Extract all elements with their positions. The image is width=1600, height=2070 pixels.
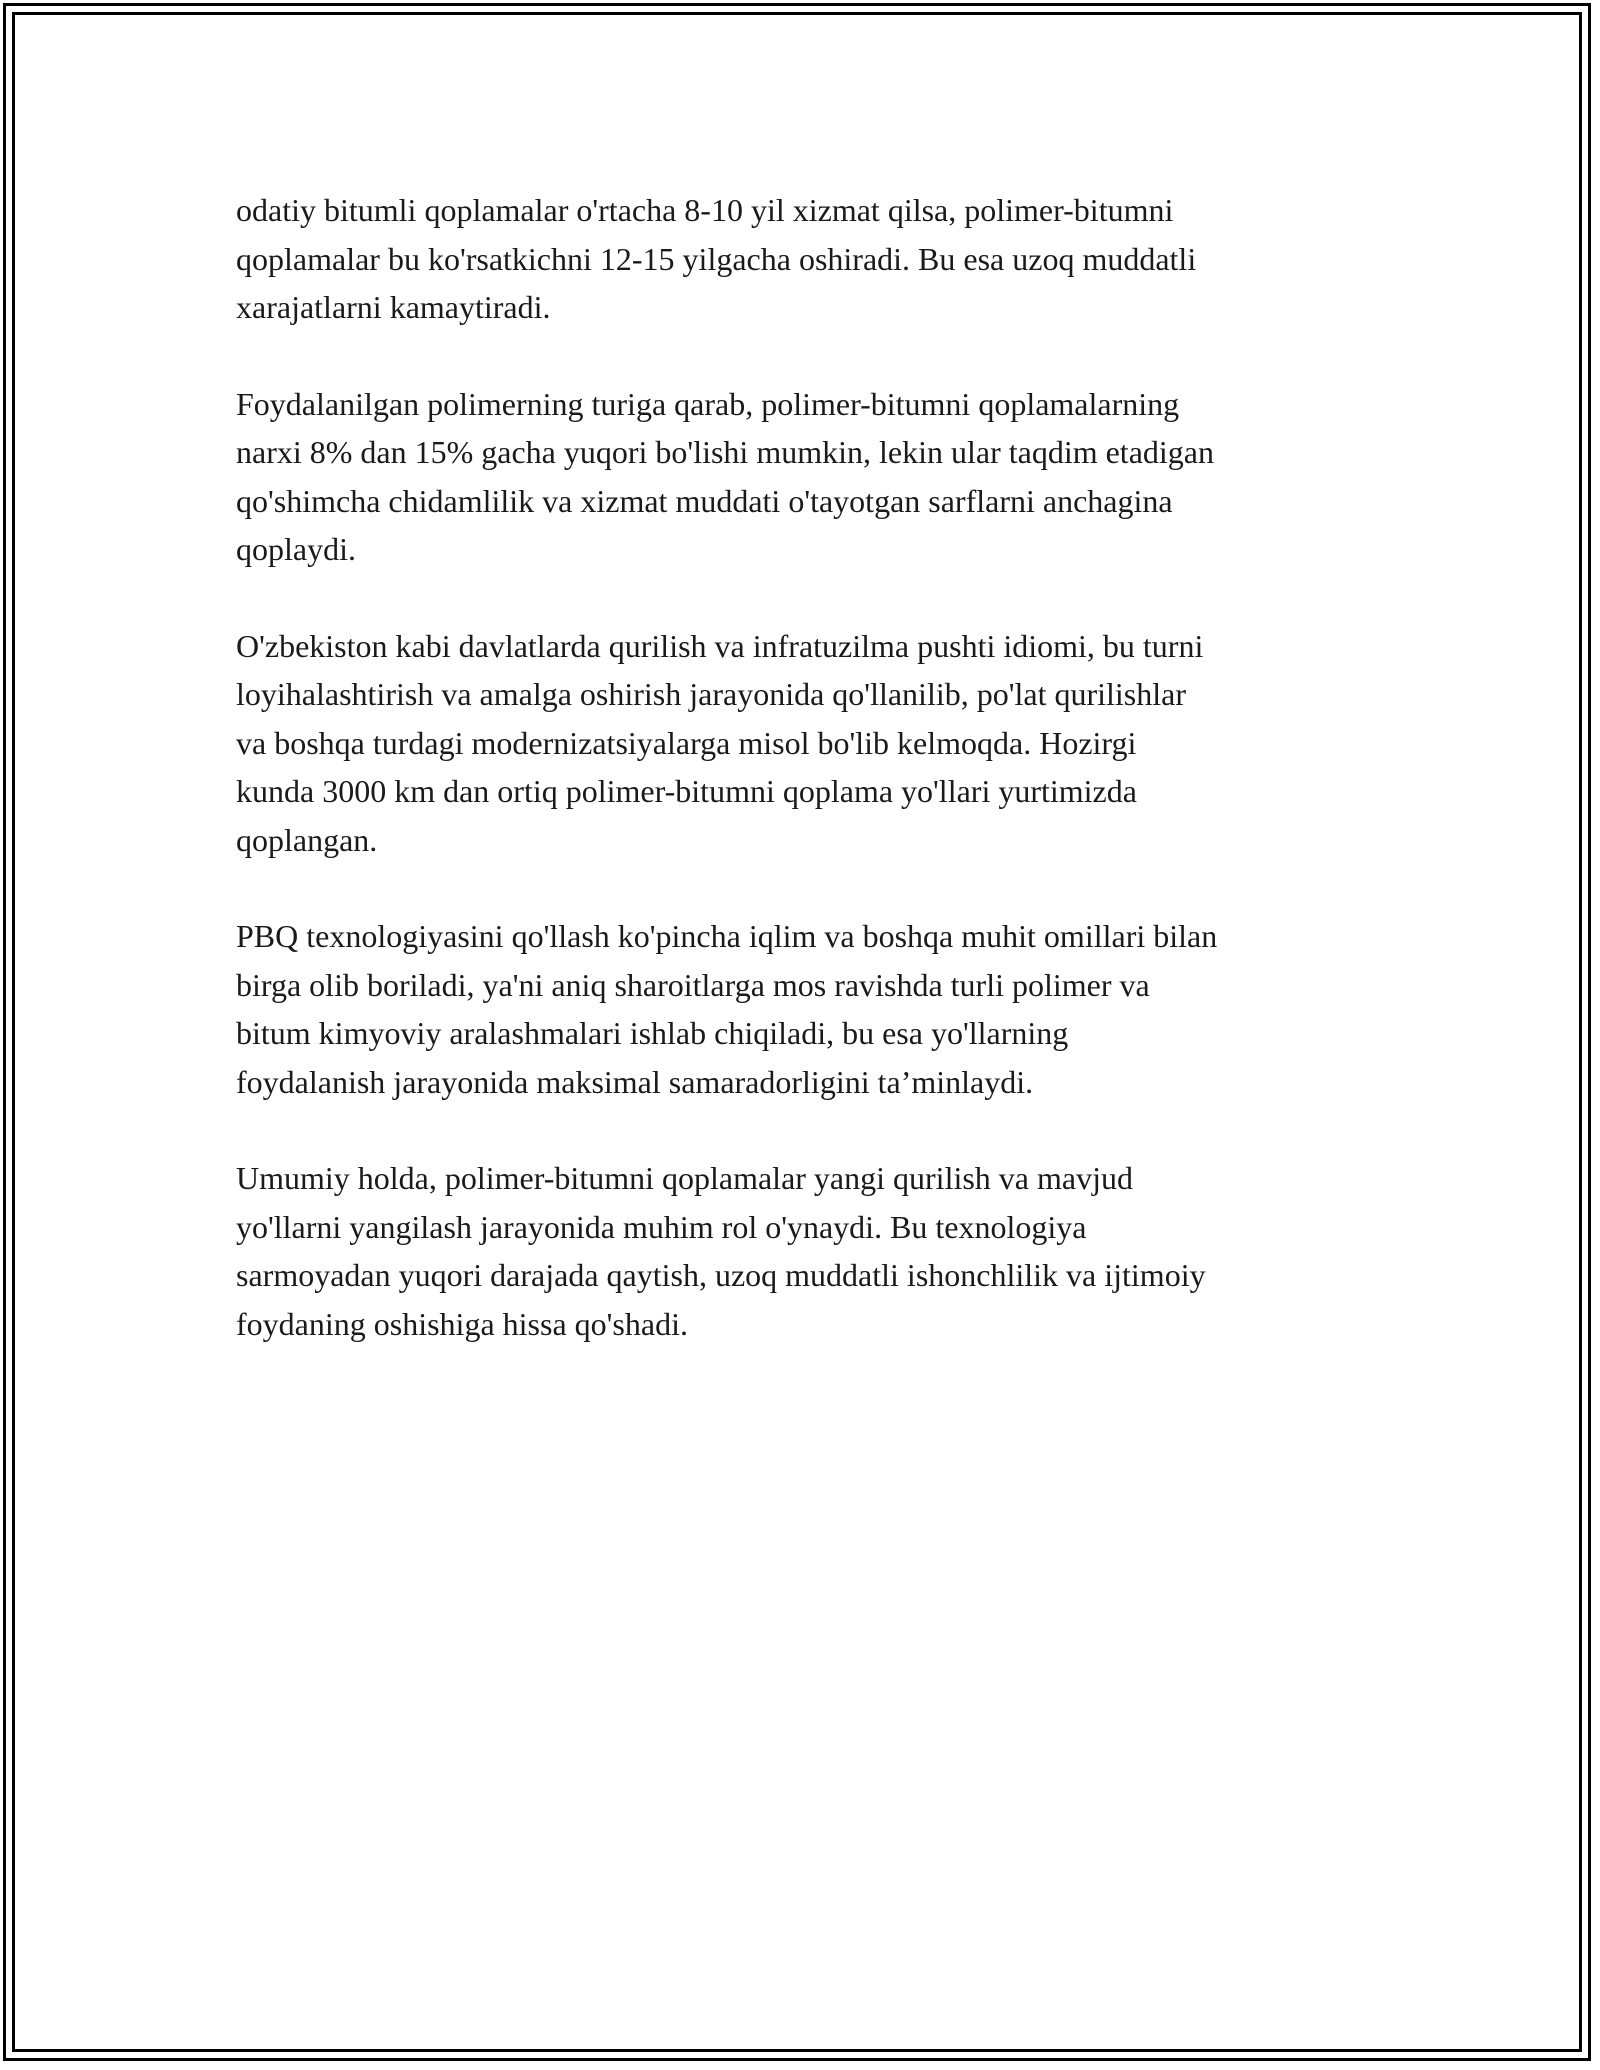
text-line: qoplamalar bu ko'rsatkichni 12-15 yilgacha oshiradi. Bu esa uzoq muddatli — [236, 240, 1197, 277]
text-line: odatiy bitumli qoplamalar o'rtacha 8-10 yil xizmat qilsa, polimer-bitumni — [236, 192, 1174, 228]
text-line: foydalanish jarayonida maksimal samaradorligini ta’minlaydi. — [236, 1063, 1034, 1100]
text-line: qoplaydi. — [236, 531, 356, 567]
text-line: narxi 8% dan 15% gacha yuqori bo'lishi mumkin, lekin ular taqdim etadigan — [236, 434, 1214, 470]
text-line: qoplangan. — [236, 821, 378, 858]
text-line: kunda 3000 km dan ortiq polimer-bitumni qoplama yo'llari yurtimizda — [236, 773, 1137, 809]
text-line: O'zbekiston kabi davlatlarda qurilish va infratuzilma pushti idiomi, bu turni — [236, 627, 1204, 664]
text-line: foydaning oshishiga hissa qo'shadi. — [236, 1305, 688, 1342]
text-line: qo'shimcha chidamlilik va xizmat muddati o'tayotgan sarflarni anchagina — [236, 482, 1173, 519]
text-line: sarmoyadan yuqori darajada qaytish, uzoq muddatli ishonchlilik va ijtimoiy — [236, 1257, 1206, 1293]
paragraph-cost — [236, 380, 1376, 574]
text-line: Umumiy holda, polimer-bitumni qoplamalar yangi qurilish va mavjud — [236, 1160, 1133, 1196]
text-line: PBQ texnologiyasini qo'llash ko'pincha iqlim va boshqa muhit omillari bilan — [236, 918, 1218, 954]
paragraph-service-life — [236, 186, 1376, 332]
text-line: Foydalanilgan polimerning turiga qarab, polimer-bitumni qoplamalarning — [236, 385, 1180, 422]
text-line: xarajatlarni kamaytiradi. — [236, 289, 551, 325]
paragraph-pbq-technology — [236, 912, 1376, 1106]
text-line: loyihalashtirish va amalga oshirish jarayonida qo'llanilib, po'lat qurilishlar — [236, 676, 1186, 712]
text-line: birga olib boriladi, ya'ni aniq sharoitlarga mos ravishda turli polimer va — [236, 966, 1150, 1003]
text-line: yo'llarni yangilash jarayonida muhim rol o'ynaydi. Bu texnologiya — [236, 1208, 1087, 1245]
paragraph-uzbekistan — [236, 622, 1376, 865]
text-line: va boshqa turdagi modernizatsiyalarga misol bo'lib kelmoqda. Hozirgi — [236, 724, 1137, 761]
document-body — [236, 186, 1376, 1396]
paragraph-conclusion — [236, 1154, 1376, 1348]
text-line: bitum kimyoviy aralashmalari ishlab chiqiladi, bu esa yo'llarning — [236, 1015, 1069, 1051]
